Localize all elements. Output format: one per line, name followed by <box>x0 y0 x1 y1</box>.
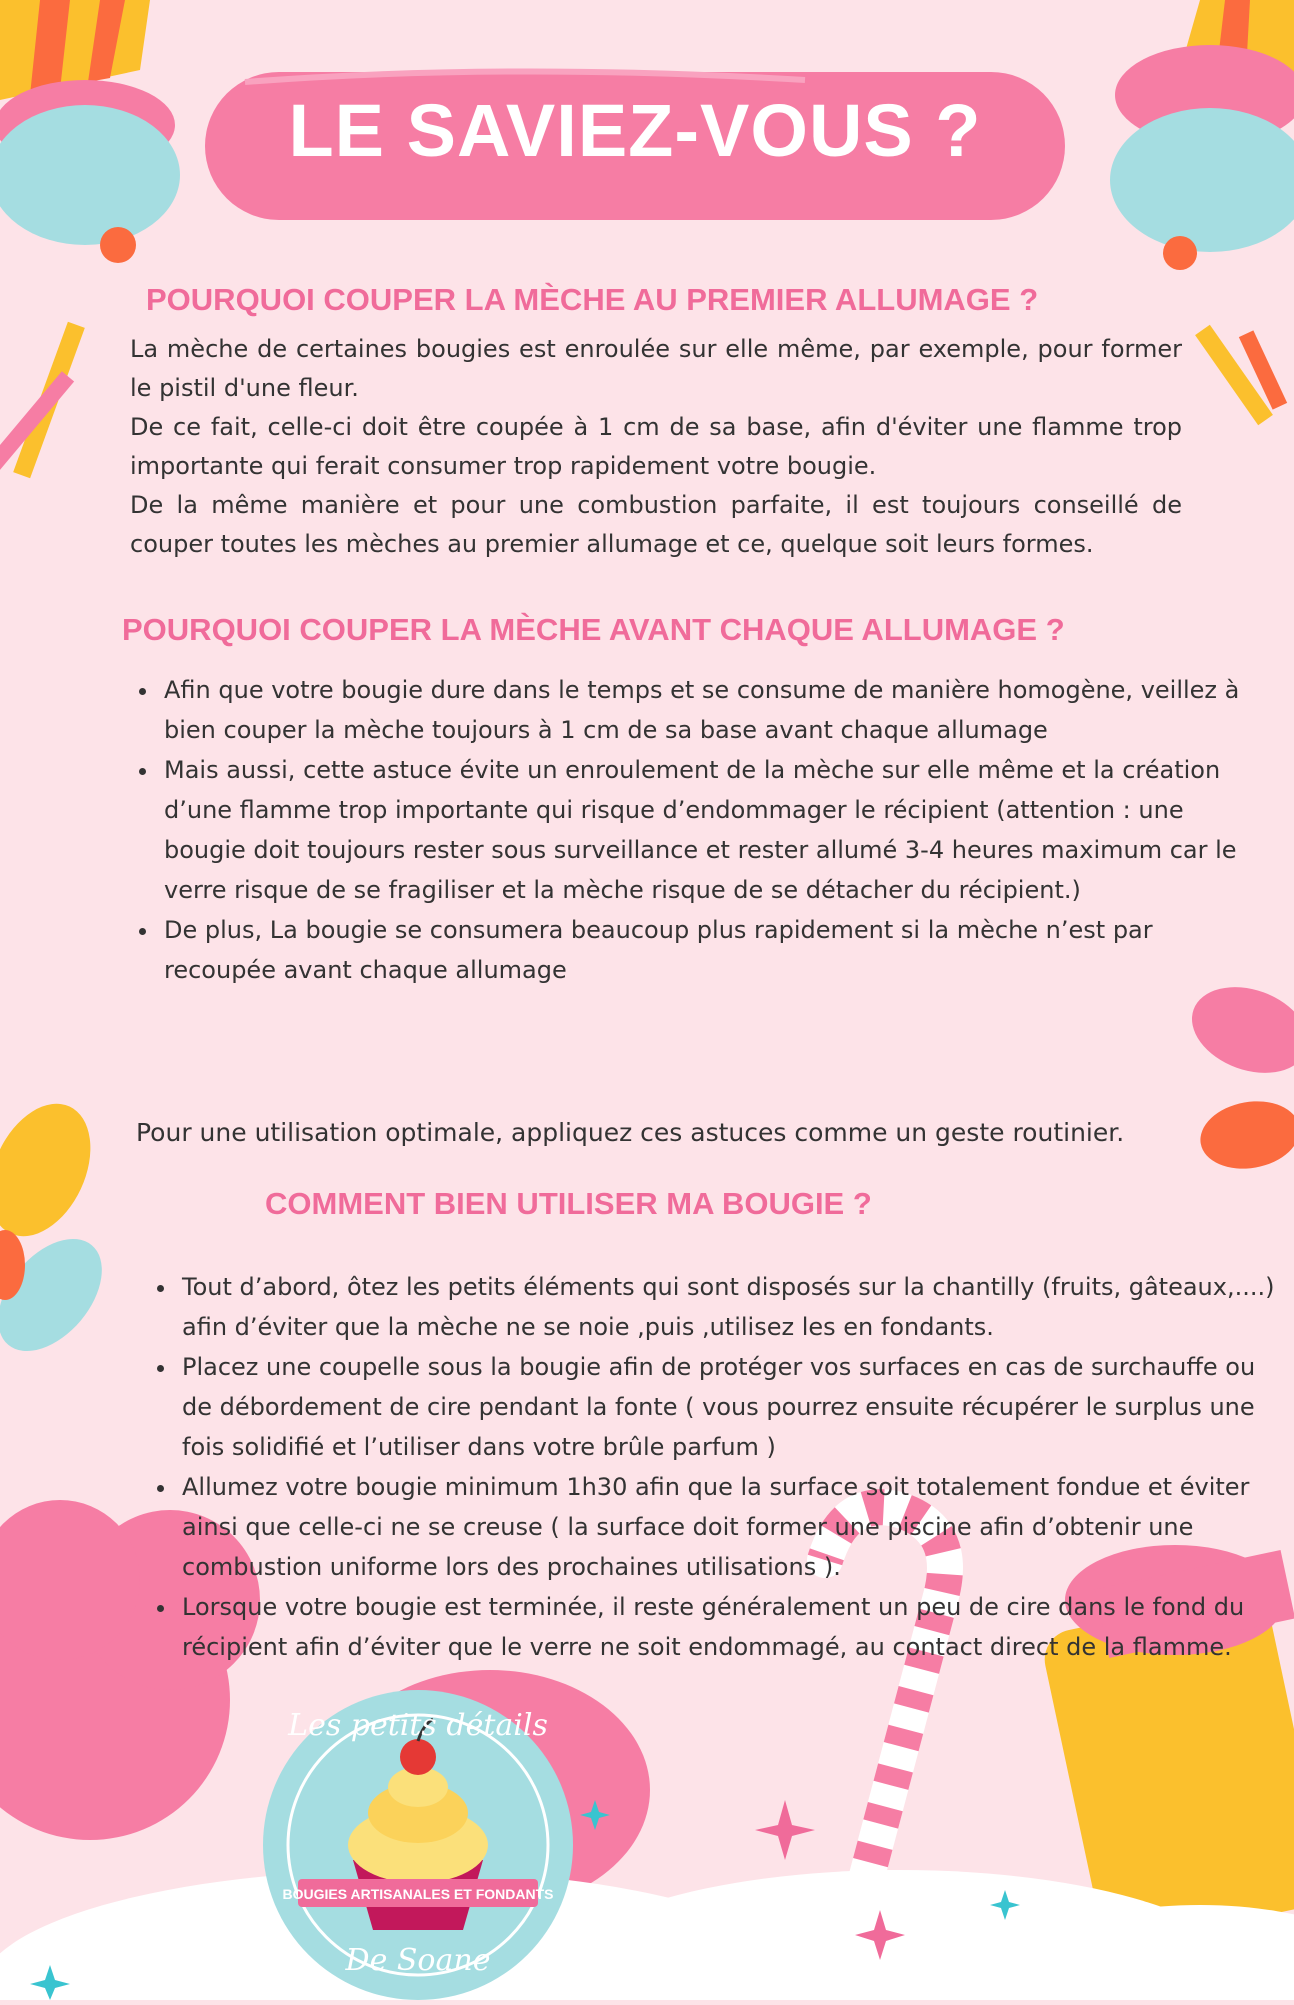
list-item: • Mais aussi, cette astuce évite un enroulement de la mèche sur elle même et la création d’une flamme trop importante qui risque d’endommager le récipient (attention : une bougie doit toujours rester sous surveillance et rester allumé 3-4 heures maximum car le verre risque de se fragiliser et la mèche risque de se détacher du récipient.) <box>160 750 1240 910</box>
list-item: • Placez une coupelle sous la bougie afin de protéger vos surfaces en cas de surchauffe ou de débordement de cire pendant la fonte ( vous pourrez ensuite récupérer le surplus une fois solidifié et l’utiliser dans votre brûle parfum ) <box>178 1347 1278 1467</box>
tips-list-usage <box>148 1267 1278 1667</box>
list-item: • Lorsque votre bougie est terminée, il reste généralement un peu de cire dans le fond du récipient afin d’éviter que le verre ne soit endommagé, au contact direct de la flamme. <box>178 1587 1278 1667</box>
candy-stick-icon <box>0 322 85 489</box>
page-title: LE SAVIEZ-VOUS ? <box>288 89 982 172</box>
candy-stick-icon <box>1195 325 1287 425</box>
list-item: • Afin que votre bougie dure dans le temps et se consume de manière homogène, veillez à bien couper la mèche toujours à 1 cm de sa base avant chaque allumage <box>160 670 1240 750</box>
paragraph: De ce fait, celle-ci doit être coupée à 1 cm de sa base, afin d'éviter une flamme trop importante qui ferait consumer trop rapidement votre bougie. <box>130 413 1182 480</box>
list-item: • De plus, La bougie se consumera beaucoup plus rapidement si la mèche n’est par recoupée avant chaque allumage <box>160 910 1240 990</box>
list-item: • Allumez votre bougie minimum 1h30 afin que la surface soit totalement fondue et éviter ainsi que celle-ci ne se creuse ( la surface doit former une piscine afin d’obtenir une combustion uniforme lors des prochaines utilisations ). <box>178 1467 1278 1587</box>
logo-top-text: Les petits détails <box>288 1708 548 1743</box>
paragraph: De la même manière et pour une combustion parfaite, il est toujours conseillé de couper toutes les mèches au premier allumage et ce, quelque soit leurs formes. <box>130 491 1182 558</box>
tips-list-each-lighting <box>130 670 1240 990</box>
section-heading-each-lighting: POURQUOI COUPER LA MÈCHE AVANT CHAQUE ALLUMAGE ? <box>122 612 1065 647</box>
section-heading-usage: COMMENT BIEN UTILISER MA BOUGIE ? <box>265 1186 872 1221</box>
brand-logo <box>258 1685 578 2005</box>
cupcake-icon <box>0 80 180 263</box>
cupcake-icon <box>1110 45 1294 270</box>
logo-bottom-text: De Soane <box>345 1943 491 1978</box>
logo-band-text: BOUGIES ARTISANALES ET FONDANTS <box>282 1886 554 1902</box>
usage-note: Pour une utilisation optimale, appliquez ces astuces comme un geste routinier. <box>136 1118 1125 1147</box>
list-item: • Tout d’abord, ôtez les petits éléments qui sont disposés sur la chantilly (fruits, gâteaux,....) afin d’éviter que la mèche ne se noie ,puis ,utilisez les en fondants. <box>178 1267 1278 1347</box>
section-first-lighting-text <box>130 330 1182 564</box>
paragraph: La mèche de certaines bougies est enroulée sur elle même, par exemple, pour former le pistil d'une fleur. <box>130 335 1182 402</box>
section-heading-first-lighting: POURQUOI COUPER LA MÈCHE AU PREMIER ALLUMAGE ? <box>146 282 1039 317</box>
